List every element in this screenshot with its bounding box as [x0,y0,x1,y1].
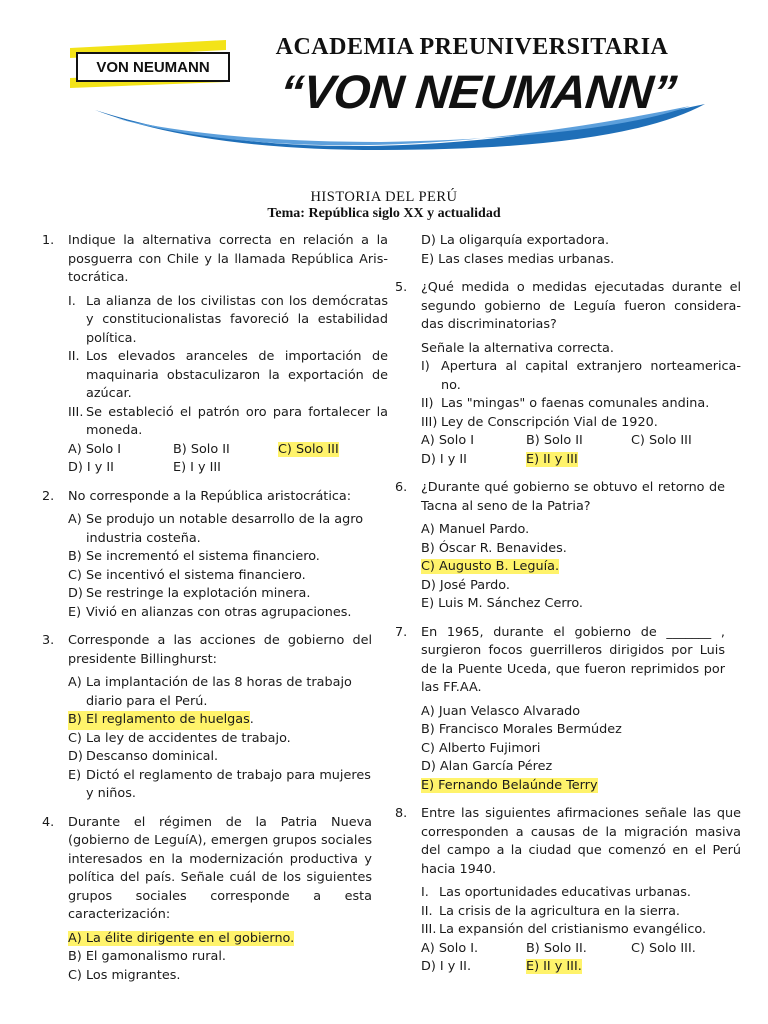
right-column [395,232,741,987]
option-a: A) Manuel Pardo. [421,522,530,537]
option-a: A) Se produjo un notable desarrollo de la agro industria costeña. [68,512,364,546]
option-b: B) Óscar R. Benavides. [421,540,567,556]
question-stem: ¿Durante qué gobierno se obtuvo el retorno de Tacna al seno de la Patria? [421,480,725,514]
question-2 [42,488,372,623]
option-d: D) I y II [421,451,467,467]
question-number: 7. [395,624,408,640]
statement-item: II. Los elevados aranceles de importación de maquinaria obstaculizaron la exportación de azúcar. [68,349,388,401]
answer-options [421,432,741,469]
option-b: B) Solo II. [526,940,587,956]
brand-title: “VON NEUMANN” [277,65,679,118]
option-d: D) José Pardo. [421,577,510,593]
option-d: D) Alan García Pérez [421,759,553,774]
answer-options [68,441,388,478]
question-3 [42,632,372,804]
option-d: D) I y II [68,460,114,475]
option-d: D) Se restringe la explotación minera. [68,586,311,601]
statement-item: I. Las oportunidades educativas urbanas. [421,885,691,900]
option-b: B) Se incrementó el sistema financiero. [68,549,320,564]
option-c-highlighted: C) Augusto B. Leguía. [421,559,560,574]
option-c: C) Se incentivó el sistema financiero. [68,567,306,583]
option-d: D) I y II. [421,959,472,974]
option-c-highlighted: C) Solo III [278,441,339,457]
question-number: 5. [395,280,408,295]
question-number: 1. [42,233,55,248]
option-b: B) Solo II [526,433,583,448]
question-stem: Indique la alternativa correcta en relación a la posguerra con Chile y la llamada República Aris-tocrática. [68,233,388,285]
option-d: D) Descanso dominical. [68,749,219,764]
option-b: B) El gamonalismo rural. [68,949,226,964]
option-a-highlighted: A) La élite dirigente en el gobierno. [68,930,295,946]
question-number: 3. [42,633,55,648]
instruction-text: Señale la alternativa correcta. [421,340,614,356]
option-a: A) Solo I [421,433,474,448]
question-stem: ¿Qué medida o medidas ejecutadas durante el segundo gobierno de Leguía fueron considera-das discriminatorias? [421,280,741,332]
option-a: A) Juan Velasco Alvarado [421,703,581,719]
question-stem: Durante el régimen de la Patria Nueva (gobierno de LeguíA), emergen grupos sociales interesados en la modernización productiva y política del país. Señale cuál de los siguientes grupos sociales corresponde a esta caracterización: [68,814,372,922]
option-e: E) Dictó el reglamento de trabajo para mujeres y niños. [68,767,371,801]
option-a: A) Solo I [68,441,121,457]
topic-title: Tema: República siglo XX y actualidad [267,206,501,221]
option-b: B) Solo II [173,441,230,457]
answer-options [421,940,741,977]
statement-item: III. Se estableció el patrón oro para fortalecer la moneda. [68,404,388,438]
option-c: C) Solo III [631,433,692,448]
statement-item: III. La expansión del cristianismo evangélico. [421,922,707,937]
question-number: 8. [395,806,408,821]
option-a: A) La implantación de las 8 horas de trabajo diario para el Perú. [68,675,352,709]
option-e: E) Luis M. Sánchez Cerro. [421,596,584,611]
option-c: C) Solo III. [631,940,696,956]
question-number: 2. [42,488,55,504]
academia-title: ACADEMIA PREUNIVERSITARIA [275,34,669,60]
statement-item: I) Apertura al capital extranjero norteamerica-no. [421,359,741,393]
option-a: A) Solo I. [421,940,479,956]
statement-item: III) Ley de Conscripción Vial de 1920. [421,414,658,430]
logo-text-box: VON NEUMANN [76,52,230,82]
option-e: E) Vivió en alianzas con otras agrupaciones. [68,604,352,620]
question-1 [42,232,388,478]
question-stem: Corresponde a las acciones de gobierno del presidente Billinghurst: [68,633,372,667]
question-5 [395,279,741,469]
option-e-highlighted: E) II y III. [526,959,582,974]
question-number: 6. [395,480,408,495]
option-e: E) I y III [173,460,221,475]
question-stem: En 1965, durante el gobierno de _______ , surgieron focos guerrilleros dirigidos por Luis de la Puente Uceda, que fueron reprimidos por las FF.AA. [421,624,725,695]
question-8 [395,805,741,977]
option-e: E) Las clases medias urbanas. [421,251,615,267]
question-stem: No corresponde a la República aristocrática: [68,488,352,504]
option-e-highlighted: E) II y III [526,451,578,467]
course-title: HISTORIA DEL PERÚ [310,189,458,205]
question-4 [42,814,372,986]
statement-item: II) Las "mingas" o faenas comunales andina. [421,396,710,411]
option-c: C) La ley de accidentes de trabajo. [68,730,291,746]
page-header [0,0,768,185]
question-number: 4. [42,814,55,830]
question-stem: Entre las siguientes afirmaciones señale las que corresponden a causas de la migración masiva del campo a la ciudad que comenzó en el Perú hacia 1940. [421,806,741,877]
option-b: B) Francisco Morales Bermúdez [421,722,622,737]
question-7 [395,624,725,796]
option-b-highlighted: B) El reglamento de huelgas . [68,711,372,730]
question-4-continued [395,232,725,269]
left-column [42,232,388,995]
option-d: D) La oligarquía exportadora. [421,233,610,248]
option-c: C) Los migrantes. [68,967,181,983]
option-e-highlighted: E) Fernando Belaúnde Terry [421,777,598,793]
statement-item: I. La alianza de los civilistas con los demócratas y constitucionalistas favoreció la estabilidad política. [68,293,388,346]
question-6 [395,479,725,614]
statement-item: II. La crisis de la agricultura en la sierra. [421,903,680,919]
option-c: C) Alberto Fujimori [421,740,541,756]
